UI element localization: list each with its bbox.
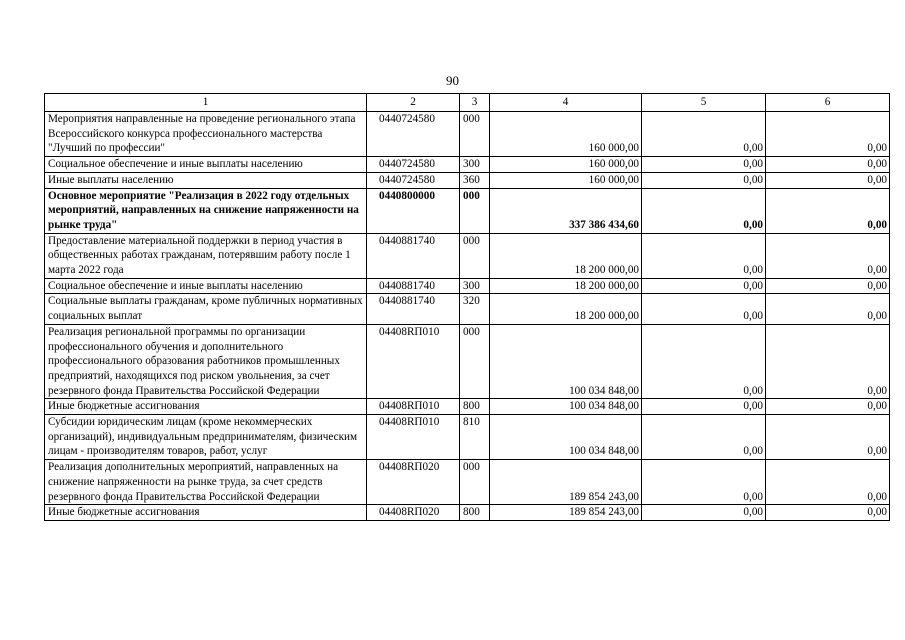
amount-col5-cell: 0,00 xyxy=(642,460,766,505)
row-name-cell: Реализация дополнительных мероприятий, направленных на снижение напряженности на рынке труда, за счет средств резервного фонда Правительства Российской Федерации xyxy=(45,460,367,505)
row-name-cell: Социальное обеспечение и иные выплаты населению xyxy=(45,157,367,173)
row-name-cell: Субсидии юридическим лицам (кроме некоммерческих организаций), индивидуальным предпринимателям, физическим лицам - производителям товаров, работ, услуг xyxy=(45,415,367,460)
target-code-cell: 04408RП020 xyxy=(367,460,460,505)
target-code-cell: 04408RП010 xyxy=(367,324,460,399)
amount-col4-cell: 100 034 848,00 xyxy=(490,415,642,460)
budget-table xyxy=(44,93,890,521)
amount-col5-cell: 0,00 xyxy=(642,505,766,521)
row-name-cell: Основное мероприятие "Реализация в 2022 году отдельных мероприятий, направленных на снижение напряженности на рынке труда" xyxy=(45,188,367,233)
column-header: 1 xyxy=(45,94,367,112)
row-name-cell: Мероприятия направленные на проведение регионального этапа Всероссийского конкурса профессионального мастерства "Лучший по профессии" xyxy=(45,112,367,157)
target-code-cell: 0440881740 xyxy=(367,233,460,278)
expense-type-cell: 800 xyxy=(460,399,490,415)
expense-type-cell: 000 xyxy=(460,324,490,399)
expense-type-cell: 360 xyxy=(460,172,490,188)
table-row xyxy=(45,415,890,460)
target-code-cell: 0440724580 xyxy=(367,157,460,173)
table-row xyxy=(45,399,890,415)
amount-col5-cell: 0,00 xyxy=(642,188,766,233)
column-header: 3 xyxy=(460,94,490,112)
target-code-cell: 04408RП010 xyxy=(367,399,460,415)
expense-type-cell: 000 xyxy=(460,188,490,233)
amount-col4-cell: 18 200 000,00 xyxy=(490,294,642,324)
expense-type-cell: 800 xyxy=(460,505,490,521)
target-code-cell: 0440800000 xyxy=(367,188,460,233)
table-row xyxy=(45,233,890,278)
amount-col6-cell: 0,00 xyxy=(766,188,890,233)
column-header: 4 xyxy=(490,94,642,112)
table-row xyxy=(45,172,890,188)
table-row xyxy=(45,112,890,157)
target-code-cell: 0440881740 xyxy=(367,294,460,324)
row-name-cell: Иные выплаты населению xyxy=(45,172,367,188)
row-name-cell: Социальное обеспечение и иные выплаты населению xyxy=(45,278,367,294)
amount-col4-cell: 189 854 243,00 xyxy=(490,460,642,505)
amount-col6-cell: 0,00 xyxy=(766,278,890,294)
amount-col6-cell: 0,00 xyxy=(766,112,890,157)
expense-type-cell: 000 xyxy=(460,233,490,278)
amount-col6-cell: 0,00 xyxy=(766,399,890,415)
amount-col5-cell: 0,00 xyxy=(642,278,766,294)
amount-col4-cell: 18 200 000,00 xyxy=(490,233,642,278)
amount-col4-cell: 160 000,00 xyxy=(490,172,642,188)
amount-col6-cell: 0,00 xyxy=(766,294,890,324)
row-name-cell: Социальные выплаты гражданам, кроме публичных нормативных социальных выплат xyxy=(45,294,367,324)
amount-col4-cell: 337 386 434,60 xyxy=(490,188,642,233)
row-name-cell: Реализация региональной программы по организации профессионального обучения и дополнительного профессионального образования работников промышленных предприятий, находящихся под риском увольнения, за счет резервного фонда Правительства Российской Федерации xyxy=(45,324,367,399)
target-code-cell: 0440881740 xyxy=(367,278,460,294)
amount-col4-cell: 18 200 000,00 xyxy=(490,278,642,294)
header-row xyxy=(45,94,890,112)
page-number: 90 xyxy=(446,73,459,88)
target-code-cell: 04408RП020 xyxy=(367,505,460,521)
column-header: 5 xyxy=(642,94,766,112)
amount-col5-cell: 0,00 xyxy=(642,233,766,278)
amount-col5-cell: 0,00 xyxy=(642,324,766,399)
amount-col6-cell: 0,00 xyxy=(766,157,890,173)
expense-type-cell: 320 xyxy=(460,294,490,324)
amount-col4-cell: 189 854 243,00 xyxy=(490,505,642,521)
column-header: 6 xyxy=(766,94,890,112)
expense-type-cell: 000 xyxy=(460,112,490,157)
target-code-cell: 0440724580 xyxy=(367,172,460,188)
amount-col4-cell: 100 034 848,00 xyxy=(490,399,642,415)
amount-col5-cell: 0,00 xyxy=(642,112,766,157)
target-code-cell: 04408RП010 xyxy=(367,415,460,460)
amount-col4-cell: 100 034 848,00 xyxy=(490,324,642,399)
column-header: 2 xyxy=(367,94,460,112)
amount-col6-cell: 0,00 xyxy=(766,233,890,278)
table-row xyxy=(45,460,890,505)
row-name-cell: Иные бюджетные ассигнования xyxy=(45,505,367,521)
table-row xyxy=(45,505,890,521)
amount-col5-cell: 0,00 xyxy=(642,399,766,415)
row-name-cell: Предоставление материальной поддержки в период участия в общественных работах гражданам, потерявшим работу после 1 марта 2022 года xyxy=(45,233,367,278)
expense-type-cell: 300 xyxy=(460,278,490,294)
table-row xyxy=(45,157,890,173)
amount-col4-cell: 160 000,00 xyxy=(490,112,642,157)
amount-col6-cell: 0,00 xyxy=(766,460,890,505)
amount-col5-cell: 0,00 xyxy=(642,172,766,188)
table-row xyxy=(45,188,890,233)
expense-type-cell: 300 xyxy=(460,157,490,173)
amount-col5-cell: 0,00 xyxy=(642,415,766,460)
target-code-cell: 0440724580 xyxy=(367,112,460,157)
expense-type-cell: 810 xyxy=(460,415,490,460)
amount-col6-cell: 0,00 xyxy=(766,172,890,188)
amount-col5-cell: 0,00 xyxy=(642,294,766,324)
table-row xyxy=(45,278,890,294)
amount-col4-cell: 160 000,00 xyxy=(490,157,642,173)
expense-type-cell: 000 xyxy=(460,460,490,505)
amount-col6-cell: 0,00 xyxy=(766,415,890,460)
amount-col6-cell: 0,00 xyxy=(766,505,890,521)
amount-col5-cell: 0,00 xyxy=(642,157,766,173)
amount-col6-cell: 0,00 xyxy=(766,324,890,399)
table-row xyxy=(45,294,890,324)
table-row xyxy=(45,324,890,399)
row-name-cell: Иные бюджетные ассигнования xyxy=(45,399,367,415)
